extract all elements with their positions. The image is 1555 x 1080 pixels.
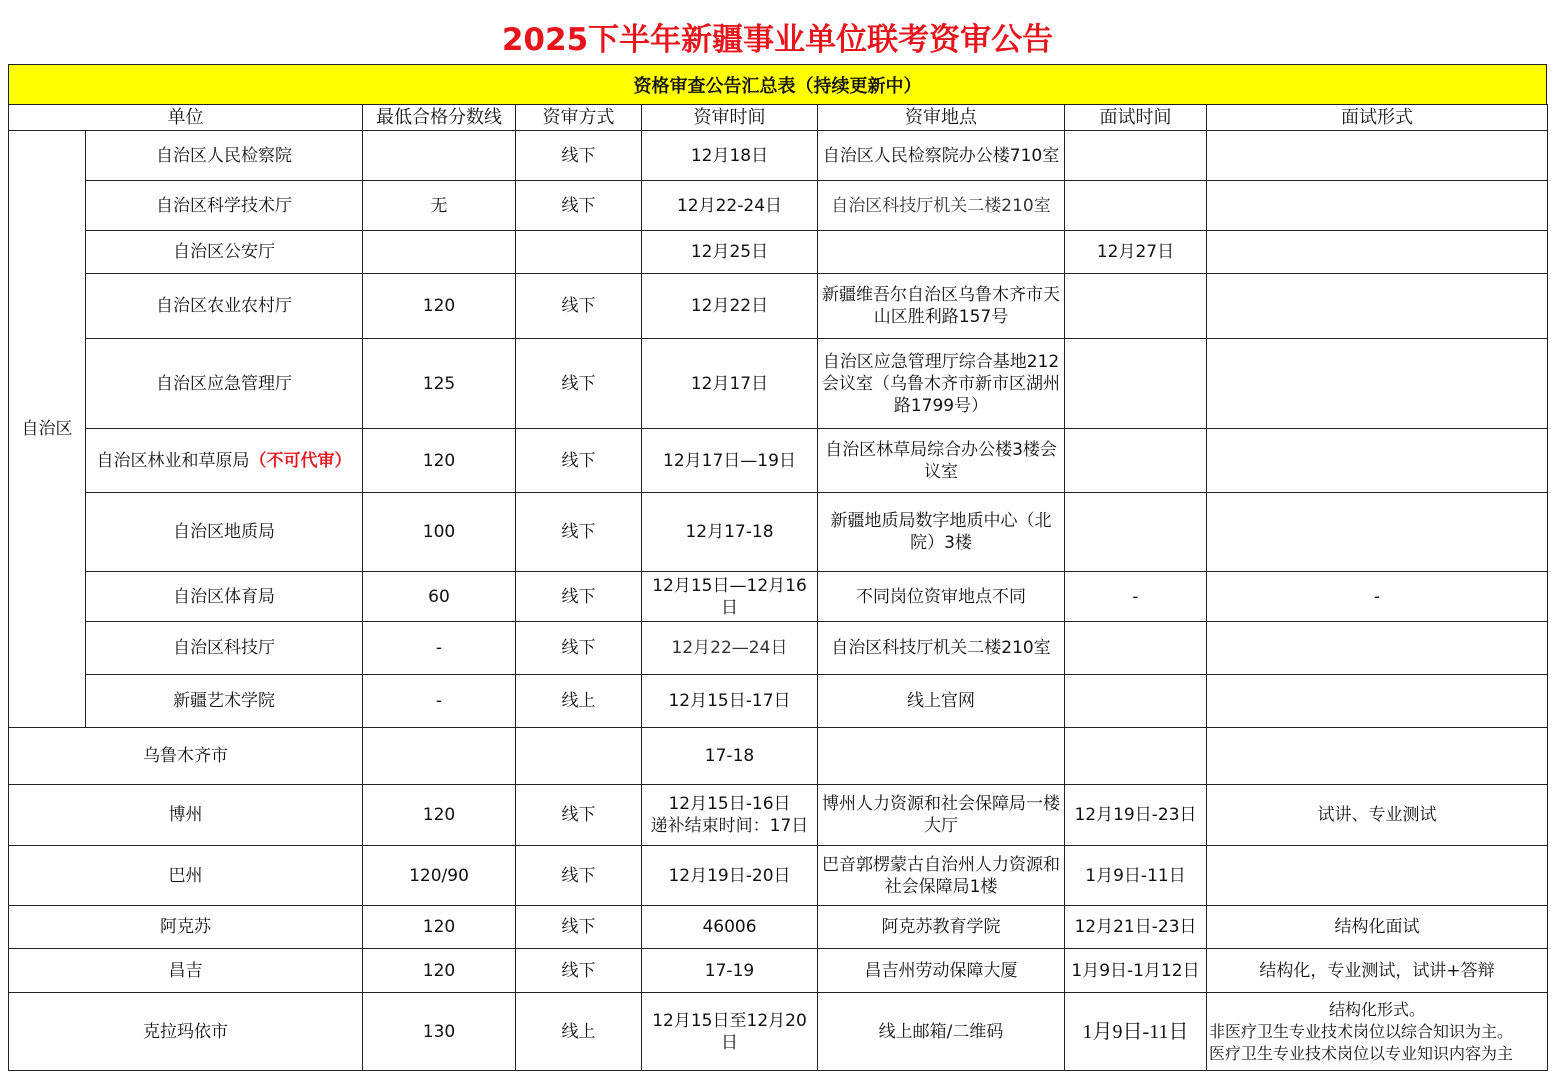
interview-form-cell — [1207, 993, 1548, 1071]
place-cell: 线上邮箱/二维码 — [818, 993, 1065, 1071]
unit-name: 自治区林业和草原局 — [96, 450, 250, 471]
unit-cell: 阿克苏 — [9, 906, 363, 949]
time-cell: 12月15日至12月20日 — [642, 993, 818, 1071]
unit-cell: 克拉玛依市 — [9, 993, 363, 1071]
interview-time-cell — [1065, 181, 1207, 231]
method-cell: 线下 — [516, 906, 642, 949]
place-cell: 线上官网 — [818, 675, 1065, 728]
interview-form-line-3: 医疗卫生专业技术岗位以专业知识内容为主 — [1209, 1043, 1514, 1063]
unit-cell: 自治区体育局 — [86, 572, 363, 622]
header-interview-form: 面试形式 — [1207, 105, 1548, 131]
interview-time-cell — [1065, 728, 1207, 785]
interview-form-cell — [1207, 675, 1548, 728]
time-cell: 46006 — [642, 906, 818, 949]
unit-cell: 新疆艺术学院 — [86, 675, 363, 728]
interview-form-cell: 结构化，专业测试，试讲+答辩 — [1207, 949, 1548, 993]
place-cell: 自治区应急管理厅综合基地212会议室（乌鲁木齐市新市区湖州路1799号） — [818, 339, 1065, 429]
method-cell: 线下 — [516, 846, 642, 906]
score-cell: 130 — [363, 993, 516, 1071]
score-cell — [363, 728, 516, 785]
method-cell — [516, 728, 642, 785]
score-cell: 无 — [363, 181, 516, 231]
interview-time-cell: 12月21日-23日 — [1065, 906, 1207, 949]
interview-form-cell — [1207, 493, 1548, 572]
score-cell: 120 — [363, 949, 516, 993]
unit-cell: 自治区公安厅 — [86, 231, 363, 274]
interview-time-cell: 12月19日-23日 — [1065, 785, 1207, 846]
table-row — [9, 675, 1548, 728]
unit-cell: 自治区科学技术厅 — [86, 181, 363, 231]
unit-cell — [86, 429, 363, 493]
score-cell — [363, 231, 516, 274]
place-cell: 新疆地质局数字地质中心（北院）3楼 — [818, 493, 1065, 572]
header-time: 资审时间 — [642, 105, 818, 131]
interview-time-cell: 12月27日 — [1065, 231, 1207, 274]
score-cell: 120/90 — [363, 846, 516, 906]
interview-form-cell — [1207, 728, 1548, 785]
table-row — [9, 181, 1548, 231]
unit-cell: 乌鲁木齐市 — [9, 728, 363, 785]
header-unit: 单位 — [9, 105, 363, 131]
score-cell: 120 — [363, 906, 516, 949]
interview-time-cell — [1065, 493, 1207, 572]
method-cell — [516, 231, 642, 274]
region-label: 自治区 — [9, 131, 86, 728]
interview-form-cell — [1207, 846, 1548, 906]
table-row — [9, 785, 1548, 846]
table-row — [9, 993, 1548, 1071]
method-cell: 线下 — [516, 131, 642, 181]
method-cell: 线下 — [516, 572, 642, 622]
place-cell: 阿克苏教育学院 — [818, 906, 1065, 949]
time-cell: 12月22-24日 — [642, 181, 818, 231]
score-cell: 120 — [363, 785, 516, 846]
time-cell: 12月18日 — [642, 131, 818, 181]
method-cell: 线下 — [516, 785, 642, 846]
table-header-row — [9, 105, 1548, 131]
interview-time-cell — [1065, 274, 1207, 339]
unit-cell: 自治区科技厅 — [86, 622, 363, 675]
place-cell: 自治区科技厅机关二楼210室 — [818, 181, 1065, 231]
score-cell: 125 — [363, 339, 516, 429]
interview-form-cell — [1207, 131, 1548, 181]
place-cell: 自治区科技厅机关二楼210室 — [818, 622, 1065, 675]
header-min-score: 最低合格分数线 — [363, 105, 516, 131]
time-primary: 12月15日-16日 — [668, 794, 791, 814]
score-cell — [363, 131, 516, 181]
interview-time-cell: 1月9日-11日 — [1065, 846, 1207, 906]
table-row — [9, 846, 1548, 906]
time-cell: 17-19 — [642, 949, 818, 993]
time-cell: 12月17日—19日 — [642, 429, 818, 493]
time-cell: 12月15日—12月16日 — [642, 572, 818, 622]
place-cell: 自治区人民检察院办公楼710室 — [818, 131, 1065, 181]
table-row — [9, 339, 1548, 429]
table-row — [9, 949, 1548, 993]
time-cell: 17-18 — [642, 728, 818, 785]
header-place: 资审地点 — [818, 105, 1065, 131]
unit-cell: 自治区人民检察院 — [86, 131, 363, 181]
interview-time-cell — [1065, 622, 1207, 675]
interview-form-cell — [1207, 622, 1548, 675]
method-cell: 线下 — [516, 274, 642, 339]
method-cell: 线下 — [516, 339, 642, 429]
table-row — [9, 572, 1548, 622]
place-cell — [818, 728, 1065, 785]
method-cell: 线下 — [516, 429, 642, 493]
place-cell: 博州人力资源和社会保障局一楼大厅 — [818, 785, 1065, 846]
interview-form-cell — [1207, 429, 1548, 493]
method-cell: 线下 — [516, 622, 642, 675]
interview-form-cell: 试讲、专业测试 — [1207, 785, 1548, 846]
method-cell: 线上 — [516, 993, 642, 1071]
score-cell: 100 — [363, 493, 516, 572]
score-cell: 120 — [363, 429, 516, 493]
interview-time-cell — [1065, 675, 1207, 728]
method-cell: 线下 — [516, 493, 642, 572]
unit-cell: 自治区应急管理厅 — [86, 339, 363, 429]
time-cell: 12月19日-20日 — [642, 846, 818, 906]
time-cell: 12月17日 — [642, 339, 818, 429]
interview-form-line-2: 非医疗卫生专业技术岗位以综合知识为主。 — [1209, 1021, 1514, 1041]
time-cell: 12月15日-17日 — [642, 675, 818, 728]
table-row — [9, 622, 1548, 675]
proxy-warning-note: （不可代审） — [249, 450, 352, 471]
interview-form-cell — [1207, 181, 1548, 231]
time-cell: 12月22—24日 — [642, 622, 818, 675]
interview-time-cell — [1065, 131, 1207, 181]
score-cell: - — [363, 622, 516, 675]
table-row — [9, 131, 1548, 181]
unit-cell: 自治区农业农村厅 — [86, 274, 363, 339]
interview-form-cell: 结构化面试 — [1207, 906, 1548, 949]
table-row — [9, 728, 1548, 785]
interview-time-cell: 1月9日-1月12日 — [1065, 949, 1207, 993]
time-cell: 12月25日 — [642, 231, 818, 274]
time-cell — [642, 785, 818, 846]
header-interview-time: 面试时间 — [1065, 105, 1207, 131]
page-title: 2025下半年新疆事业单位联考资审公告 — [501, 21, 1054, 58]
place-cell: 新疆维吾尔自治区乌鲁木齐市天山区胜利路157号 — [818, 274, 1065, 339]
place-cell: 不同岗位资审地点不同 — [818, 572, 1065, 622]
summary-banner: 资格审查公告汇总表（持续更新中） — [8, 64, 1547, 105]
unit-cell: 自治区地质局 — [86, 493, 363, 572]
score-cell: - — [363, 675, 516, 728]
review-table — [8, 104, 1548, 1071]
score-cell: 120 — [363, 274, 516, 339]
score-cell: 60 — [363, 572, 516, 622]
method-cell: 线上 — [516, 675, 642, 728]
interview-time-cell — [1065, 429, 1207, 493]
time-cell: 12月17-18 — [642, 493, 818, 572]
interview-time-cell: - — [1065, 572, 1207, 622]
table-row — [9, 231, 1548, 274]
unit-cell: 巴州 — [9, 846, 363, 906]
table-row — [9, 906, 1548, 949]
time-supplement: 递补结束时间：17日 — [650, 816, 809, 836]
header-method: 资审方式 — [516, 105, 642, 131]
interview-time-cell — [1065, 339, 1207, 429]
method-cell: 线下 — [516, 181, 642, 231]
interview-form-cell — [1207, 274, 1548, 339]
interview-form-cell — [1207, 339, 1548, 429]
method-cell: 线下 — [516, 949, 642, 993]
time-cell: 12月22日 — [642, 274, 818, 339]
interview-form-cell — [1207, 231, 1548, 274]
interview-form-line-1: 结构化形式。 — [1328, 999, 1425, 1019]
unit-cell: 博州 — [9, 785, 363, 846]
place-cell: 巴音郭楞蒙古自治州人力资源和社会保障局1楼 — [818, 846, 1065, 906]
unit-cell: 昌吉 — [9, 949, 363, 993]
interview-form-cell: - — [1207, 572, 1548, 622]
table-row — [9, 493, 1548, 572]
table-row — [9, 274, 1548, 339]
interview-time-cell: 1月9日-11日 — [1065, 993, 1207, 1071]
place-cell: 自治区林草局综合办公楼3楼会议室 — [818, 429, 1065, 493]
table-row — [9, 429, 1548, 493]
place-cell — [818, 231, 1065, 274]
place-cell: 昌吉州劳动保障大厦 — [818, 949, 1065, 993]
